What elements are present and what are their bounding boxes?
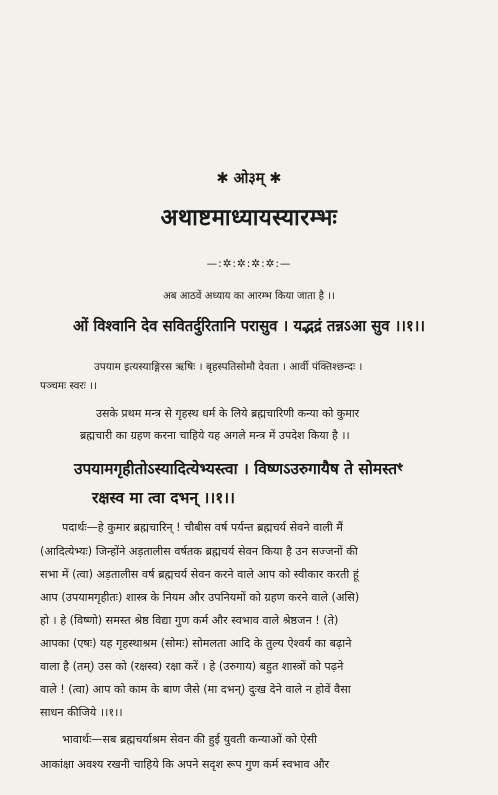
ornament-divider: —:✲:✲:✲:✲:—: [206, 257, 292, 270]
padartha-line: आप (उपयामगृहीतः) शास्त्र के नियम और उपनियमों को ग्रहण करने वाले (असि): [40, 591, 360, 604]
bhavartha-line: आकांक्षा अवश्य रखनी चाहिये कि अपने सदृश रूप गुण कर्म स्वभाव और: [40, 758, 330, 771]
rishi-line-2: पञ्चमः स्वरः ।।: [40, 380, 98, 392]
mantra-2-line-1: उपयामगृहीतोऽस्यादित्येभ्यस्त्वा । विष्णऽउरुगायैष ते सोमस्तꣳ: [74, 460, 403, 478]
intro-line: अब आठवें अध्याय का आरम्भ किया जाता है ।।: [163, 290, 335, 302]
om-heading: ✱ ओ३म् ✱: [216, 169, 282, 187]
mantra-1: ओं विश्वानि देव सवितर्दुरितानि परासुव । यद्भद्रं तन्नऽआ सुव ।।१।।: [72, 317, 426, 335]
padartha-line: हो । हे (विष्णो) समस्त श्रेष्ठ विद्या गुण कर्म और स्वभाव वाले श्रेष्ठजन ! (ते): [40, 614, 339, 627]
rishi-line-1: उपयाम इत्यस्याङ्गिरस ऋषिः । बृहस्पतिसोमौ देवता । आर्वी पंक्तिश्छन्दः ।: [94, 361, 363, 373]
padartha-line: सभा में (त्वा) अड़तालीस वर्ष ब्रह्मचर्य सेवन करने वाले आप को स्वीकार करती हूं: [40, 568, 359, 581]
padartha-line: आपका (एषः) यह गृहस्थाश्रम (सोमः) सोमलता आदि के तुल्य ऐश्वर्य का बढ़ाने: [40, 637, 352, 650]
padartha-line: (आदित्येभ्यः) जिन्होंने अड़तालीस वर्षतक ब्रह्मचर्य सेवन किया है उन सज्जनों की: [40, 545, 358, 558]
paragraph-line-1: उसके प्रथम मन्त्र से गृहस्थ धर्म के लिये ब्रह्मचारिणी कन्या को कुमार: [96, 407, 360, 420]
padartha-line: वाला है (तम्) उस को (रक्षस्व) रक्षा करें । हे (उरुगाय) बहुत शास्त्रों को पढ़ने: [40, 660, 344, 673]
chapter-title: अथाष्टमाध्यायस्यारम्भः: [160, 205, 338, 231]
padartha-line: पदार्थः—हे कुमार ब्रह्मचारिन् ! चौबीस वर्ष पर्यन्त ब्रह्मचर्य सेवने वाली मैं: [62, 521, 343, 534]
bhavartha-line: भावार्थः—सब ब्रह्मचर्याश्रम सेवन की हुई युवती कन्याओं को ऐसी: [62, 733, 318, 746]
padartha-line: साधन कीजिये ।।१।।: [40, 706, 123, 719]
paragraph-line-2: ब्रह्मचारी का ग्रहण करना चाहिये यह अगले मन्त्र में उपदेश किया है ।।: [80, 429, 350, 442]
padartha-line: वाले ! (त्वा) आप को काम के बाण जैसे (मा दभन्) दुःख देने वाले न होवें वैसा: [40, 683, 351, 696]
mantra-2-line-2: रक्षस्व मा त्वा दभन् ।।१।।: [92, 489, 235, 507]
